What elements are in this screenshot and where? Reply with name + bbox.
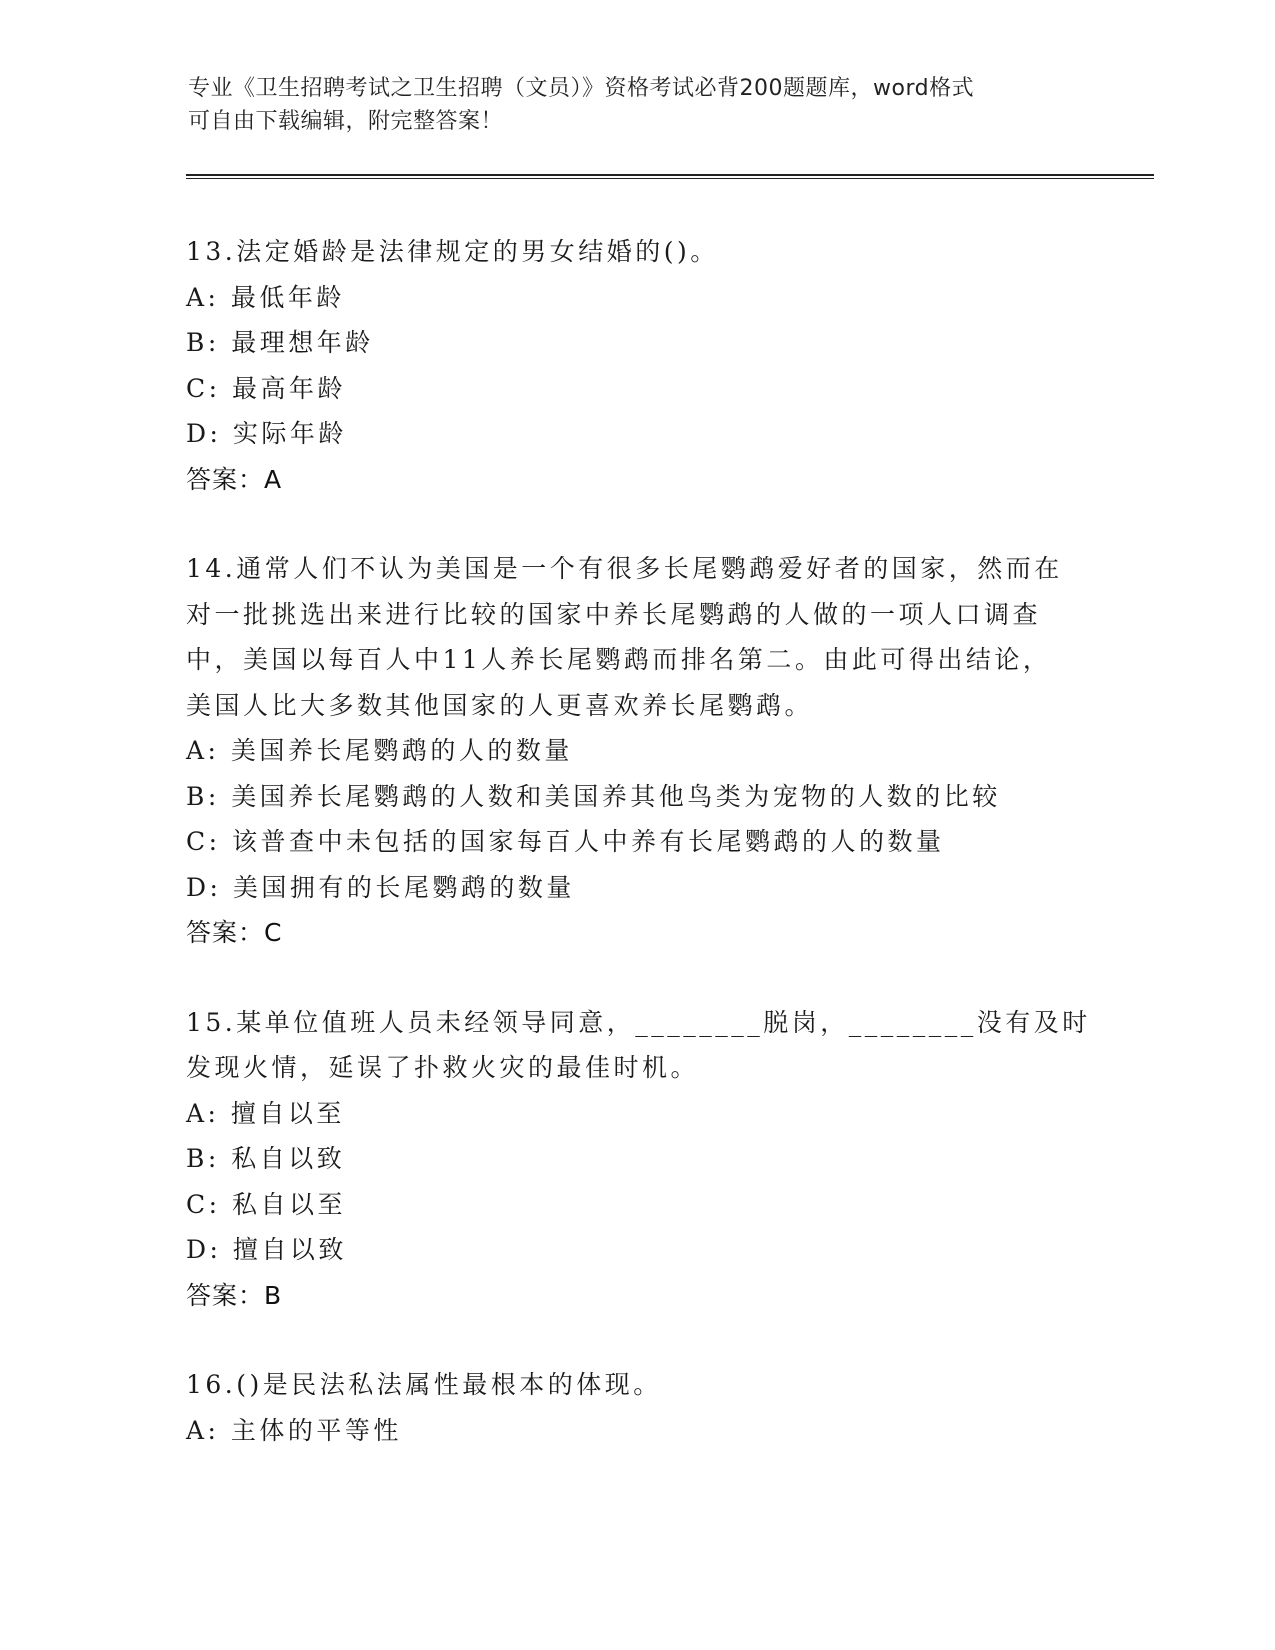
question-13 — [186, 229, 1086, 502]
option-d: D: 美国拥有的长尾鹦鹉的数量 — [186, 872, 575, 902]
option-a: A: 擅自以至 — [186, 1098, 345, 1128]
question-16 — [186, 1362, 1086, 1453]
answer: 答案：B — [186, 1280, 283, 1310]
header-divider — [186, 174, 1154, 179]
option-b: B: 美国养长尾鹦鹉的人数和美国养其他鸟类为宠物的人数的比较 — [186, 781, 1001, 811]
question-stem: 16.()是民法私法属性最根本的体现。 — [186, 1370, 662, 1399]
question-stem: 13.法定婚龄是法律规定的男女结婚的()。 — [186, 237, 719, 266]
question-stem: 15.某单位值班人员未经领导同意，________脱岗，________没有及时 — [186, 1007, 1091, 1037]
option-b: B: 最理想年龄 — [186, 328, 374, 357]
document-header — [188, 72, 1088, 138]
option-a: A: 美国养长尾鹦鹉的人的数量 — [186, 736, 573, 765]
option-c: C: 该普查中未包括的国家每百人中养有长尾鹦鹉的人的数量 — [186, 827, 945, 856]
header-line-1: 专业《卫生招聘考试之卫生招聘（文员）》资格考试必背200题题库，word格式 — [188, 76, 975, 101]
answer: 答案：A — [186, 464, 283, 494]
question-stem: 对一批挑选出来进行比较的国家中养长尾鹦鹉的人做的一项人口调查 — [186, 599, 1042, 629]
question-stem: 美国人比大多数其他国家的人更喜欢养长尾鹦鹉。 — [186, 690, 814, 720]
question-15 — [186, 1000, 1091, 1319]
question-stem: 发现火情，延误了扑救火灾的最佳时机。 — [186, 1053, 700, 1082]
question-14 — [186, 546, 1086, 956]
option-a: A: 主体的平等性 — [186, 1415, 402, 1445]
header-line-2: 可自由下载编辑，附完整答案！ — [188, 109, 504, 134]
question-stem: 中，美国以每百人中11人养长尾鹦鹉而排名第二。由此可得出结论， — [186, 645, 1052, 674]
option-d: D: 实际年龄 — [186, 419, 347, 448]
option-b: B: 私自以致 — [186, 1144, 346, 1173]
question-stem: 14.通常人们不认为美国是一个有很多长尾鹦鹉爱好者的国家，然而在 — [186, 554, 1063, 583]
option-a: A: 最低年龄 — [186, 282, 345, 312]
option-c: C: 最高年龄 — [186, 373, 346, 403]
option-c: C: 私自以至 — [186, 1189, 346, 1219]
option-d: D: 擅自以致 — [186, 1235, 347, 1264]
question-list — [186, 229, 1091, 1497]
answer: 答案：C — [186, 918, 283, 947]
